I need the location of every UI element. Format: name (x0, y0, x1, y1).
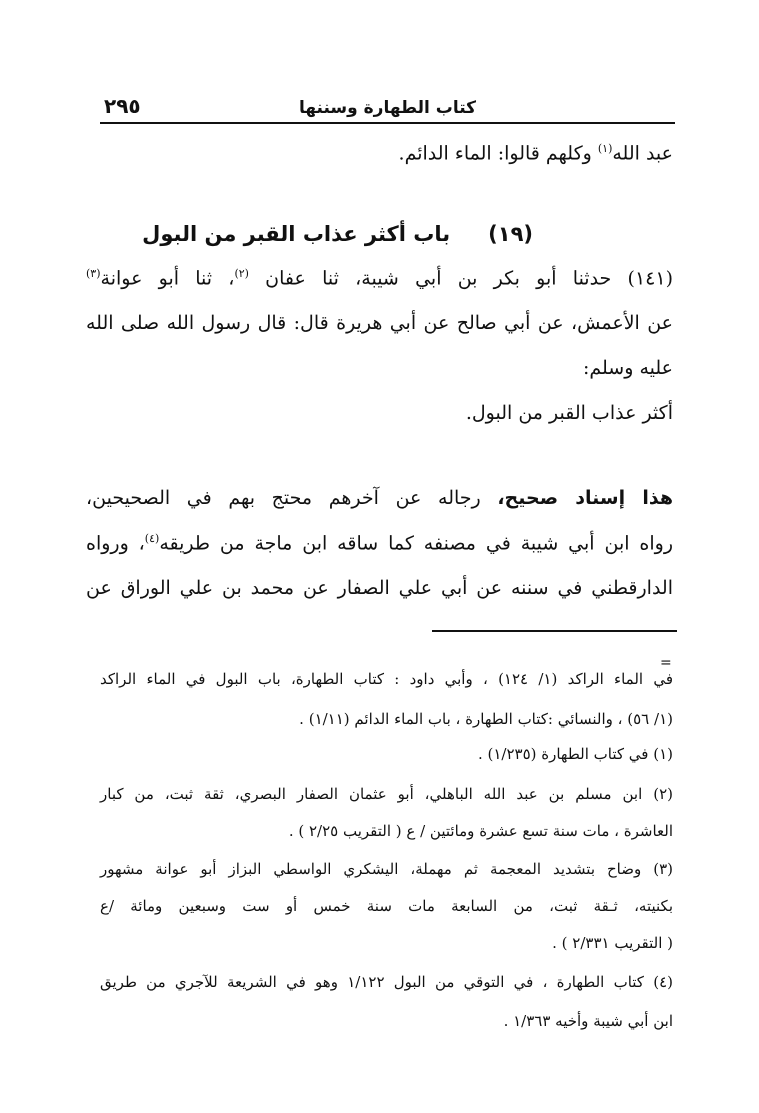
commentary-line-1 (86, 487, 673, 509)
commentary-line-3: الدارقطني في سننه عن أبي علي الصفار عن محمد بن علي الوراق عن (86, 577, 673, 599)
footnote-2-line-1: (٢) ابن مسلم بن عبد الله الباهلي، أبو عثمان الصفار البصري، ثقة ثبت، من كبار (100, 785, 673, 803)
hadith-line-4: أكثر عذاب القبر من البول. (465, 402, 673, 424)
footnote-ref-3: (٣) (86, 267, 101, 280)
footnote-ref-4: (٤) (144, 532, 160, 545)
footnote-3-line-2: بكنيته، ثـقة ثبت، من السابعة مات سنة خمس أو ست وسبعين ومائة /ع (100, 897, 673, 915)
footnote-1: (١) في كتاب الطهارة (١/٢٣٥) . (477, 745, 673, 763)
section-number: (١٩) (488, 222, 533, 246)
running-header (100, 92, 675, 124)
footnote-rule (432, 630, 677, 632)
hadith-line-3: عليه وسلم: (582, 357, 673, 379)
continuation-mark: = (660, 655, 672, 671)
footnote-4-line-1: (٤) كتاب الطهارة ، في التوقي من البول ١/١٢٢ وهو في الشريعة للآجري من طريق (100, 973, 673, 991)
text-run: رواه ابن أبي شيبة في مصنفه كما ساقه ابن ماجة من طريقه (159, 532, 673, 555)
text-run: عبد الله (612, 142, 673, 165)
section-heading (142, 222, 533, 246)
body-line-1 (399, 142, 673, 164)
chapter-title: كتاب الطهارة وسننها (298, 98, 477, 118)
commentary-line-2 (86, 532, 673, 554)
footnote-ref-1: (١) (597, 142, 613, 155)
text-run: وكلهم قالوا: الماء الدائم. (398, 142, 598, 165)
footnote-3-line-3: ( التقريب ٢/٣٣١ ) . (552, 934, 673, 952)
grading-phrase: هذا إسناد صحيح، (497, 487, 673, 509)
footnote-ref-2: (٢) (234, 267, 249, 280)
footnote-continued-line-2: (١/ ٥٦) ، والنسائي :كتاب الطهارة ، باب الماء الدائم (١/١١) . (299, 710, 673, 728)
text-run: رجاله عن آخرهم محتج بهم في الصحيحين، (86, 487, 498, 509)
footnote-2-line-2: العاشرة ، مات سنة تسع عشرة ومائتين / ع ( التقريب ٢/٢٥ ) . (288, 822, 673, 840)
text-run: ، ورواه (86, 532, 145, 555)
page-number: ٢٩٥ (104, 94, 141, 118)
footnote-4-line-2: ابن أبي شيبة وأخيه ١/٣٦٣ . (503, 1012, 673, 1030)
text-run: ، ثنا أبو عوانة (100, 267, 235, 290)
hadith-line-2: عن الأعمش، عن أبي صالح عن أبي هريرة قال: قال رسول الله صلى الله (86, 312, 673, 334)
footnote-continued-line-1: في الماء الراكد (١/ ١٢٤) ، وأبي داود : كتاب الطهارة، باب البول في الماء الراكد (100, 670, 673, 688)
section-title: باب أكثر عذاب القبر من البول (142, 222, 451, 246)
text-run: (١٤١) حدثنا أبو بكر بن أبي شيبة، ثنا عفان (248, 267, 673, 290)
hadith-line-1 (86, 267, 673, 289)
footnote-3-line-1: (٣) وضاح بتشديد المعجمة ثم مهملة، اليشكري الواسطي البزاز أبو عوانة مشهور (100, 860, 673, 878)
